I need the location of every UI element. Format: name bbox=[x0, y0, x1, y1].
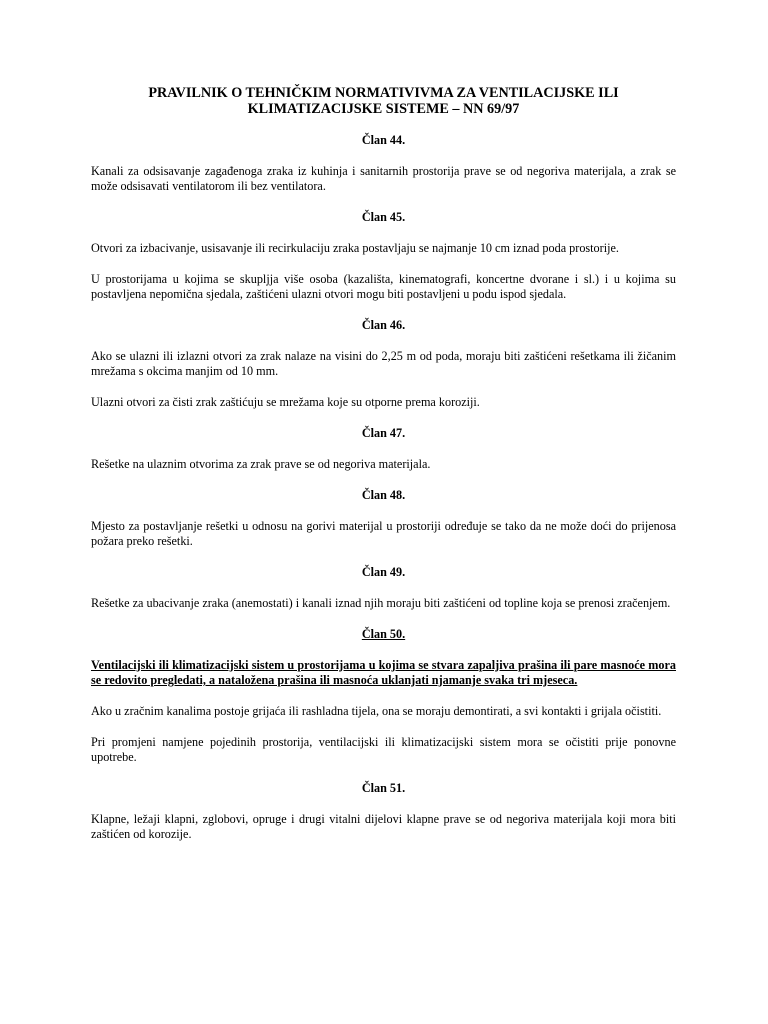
article-45-paragraph-2: U prostorijama u kojima se skupljja više osoba (kazališta, kinematografi, koncertne dvorane i sl.) i u kojima su postavljena nepomična sjedala, zaštićeni ulazni otvori mogu biti postavljeni u podu ispod sjedala. bbox=[91, 272, 676, 301]
article-heading-49: Član 49. bbox=[361, 565, 406, 579]
article-50-paragraph-2: Ako u zračnim kanalima postoje grijaća ili rashladna tijela, ona se moraju demontirati, a svi kontakti i grijala očistiti. bbox=[91, 704, 662, 718]
article-heading-45: Član 45. bbox=[361, 210, 406, 224]
article-heading-46: Član 46. bbox=[361, 318, 406, 332]
article-49-paragraph-1: Rešetke za ubacivanje zraka (anemostati) i kanali iznad njih moraju biti zaštićeni od topline koja se prenosi zračenjem. bbox=[91, 596, 671, 610]
article-heading-50: Član 50. bbox=[361, 627, 406, 641]
article-47-paragraph-1: Rešetke na ulaznim otvorima za zrak prave se od negoriva materijala. bbox=[91, 457, 431, 471]
article-heading-51: Član 51. bbox=[361, 781, 406, 795]
article-50-paragraph-1: Ventilacijski ili klimatizacijski sistem u prostorijama u kojima se stvara zapaljiva prašina ili pare masnoće mora se redovito pregledati, a nataložena prašina ili masnoća uklanjati njamanje svaka tri mjeseca. bbox=[91, 658, 676, 687]
article-48-paragraph-1: Mjesto za postavljanje rešetki u odnosu na gorivi materijal u prostoriji određuje se tako da ne može doći do prijenosa požara preko rešetki. bbox=[91, 519, 676, 548]
article-heading-48: Član 48. bbox=[361, 488, 406, 502]
article-46-paragraph-1: Ako se ulazni ili izlazni otvori za zrak nalaze na visini do 2,25 m od poda, moraju biti zaštićeni rešetkama ili žičanim mrežama s okcima manjim od 10 mm. bbox=[91, 349, 676, 378]
document-page bbox=[91, 85, 676, 842]
document-title-line-1: PRAVILNIK O TEHNIČKIM NORMATIVIVMA ZA VENTILACIJSKE ILI bbox=[148, 85, 619, 101]
article-44-paragraph-1: Kanali za odsisavanje zagađenoga zraka iz kuhinja i sanitarnih prostorija prave se od negoriva materijala, a zrak se može odsisavati ventilatorom ili bez ventilatora. bbox=[91, 164, 676, 193]
document-title bbox=[91, 85, 676, 117]
article-50-paragraph-3: Pri promjeni namjene pojedinih prostorija, ventilacijski ili klimatizacijski sistem mora se očistiti prije ponovne upotrebe. bbox=[91, 735, 676, 764]
document-title-line-2: KLIMATIZACIJSKE SISTEME – NN 69/97 bbox=[247, 101, 520, 117]
article-heading-47: Član 47. bbox=[361, 426, 406, 440]
article-46-paragraph-2: Ulazni otvori za čisti zrak zaštićuju se mrežama koje su otporne prema koroziji. bbox=[91, 395, 480, 409]
article-51-paragraph-1: Klapne, ležaji klapni, zglobovi, opruge i drugi vitalni dijelovi klapne prave se od negoriva materijala koji mora biti zaštićen od korozije. bbox=[91, 812, 676, 841]
article-heading-44: Član 44. bbox=[361, 133, 406, 147]
article-45-paragraph-1: Otvori za izbacivanje, usisavanje ili recirkulaciju zraka postavljaju se najmanje 10 cm iznad poda prostorije. bbox=[91, 241, 619, 255]
